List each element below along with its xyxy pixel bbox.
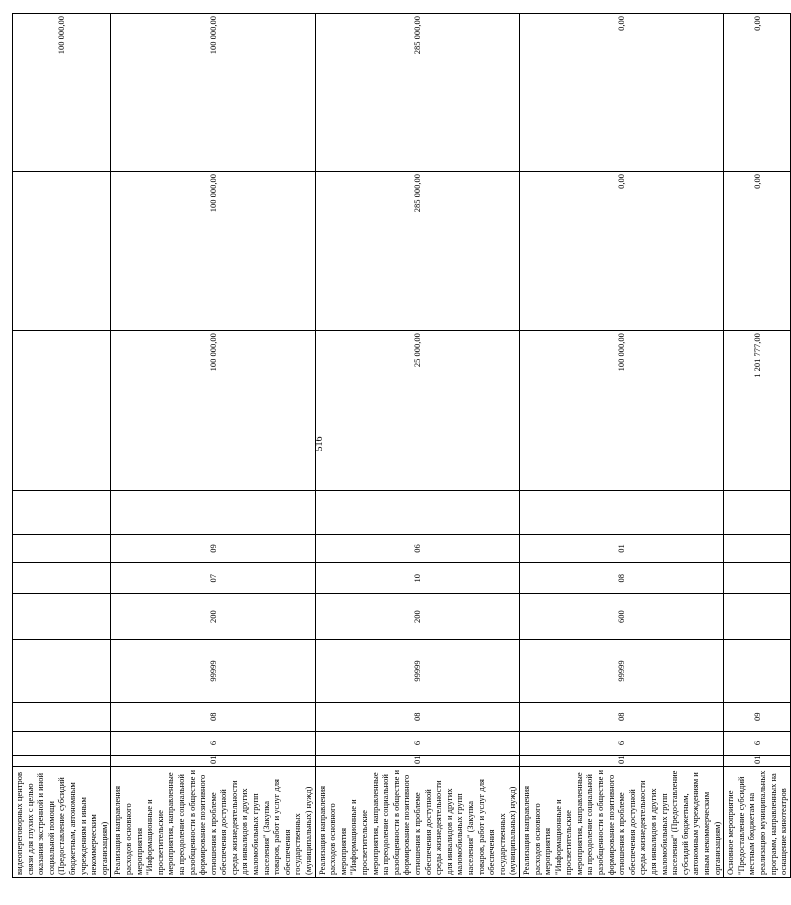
code-expense-type [724,594,791,640]
code-subsection: 06 [315,534,519,563]
code-program: 01 [724,755,791,766]
amount-year-1: 25 000,00 [315,331,519,491]
code-subsection [724,534,791,563]
amount-year-1: 100 000,00 [519,331,723,491]
amount-year-2: 100 000,00 [111,172,315,331]
table-row [724,14,791,878]
code-direction: 99999 [315,640,519,703]
row-name: Основное мероприятие "Предоставление субсидий местным бюджетам на реализацию муниципальных программ, направленных на оснащение кинотеатров [724,767,791,878]
amount-year-3: 285 000,00 [315,14,519,172]
code-extra [519,491,723,534]
code-direction: 99999 [519,640,723,703]
code-expense-type: 600 [519,594,723,640]
row-name: видеопереговорных центров связи для глухих с целью оказания экстренной и иной социальной помощи (Предоставление субсидий бюджетным, автономным учреждениям и иным некоммерческим организациям) [13,767,111,878]
code-expense-type: 200 [315,594,519,640]
code-subsection [13,534,111,563]
amount-year-1: 100 000,00 [111,331,315,491]
code-program: 01 [315,755,519,766]
row-name: Реализация направления расходов основного мероприятия "Информационные и просветительские мероприятия, направленные на преодоление социальной разобщенности в обществе и формирование позитивного отношения к проблеме обеспечения доступной среды жизнедеятельности для инвалидов и других маломобильных групп населения" (Предоставление субсидий бюджетным, автономным учреждениям и иным некоммерческим организациям) [519,767,723,878]
code-event: 08 [519,702,723,731]
code-section: 10 [315,563,519,594]
budget-table [12,13,791,878]
table-row [13,14,111,878]
code-program: 01 [519,755,723,766]
code-subprogram: 6 [519,731,723,755]
amount-year-2: 0,00 [724,172,791,331]
amount-year-1: 1 201 777,00 [724,331,791,491]
amount-year-2 [13,172,111,331]
code-extra [111,491,315,534]
table-row [315,14,519,878]
amount-year-2: 0,00 [519,172,723,331]
amount-year-3: 0,00 [724,14,791,172]
amount-year-3: 0,00 [519,14,723,172]
code-program [13,755,111,766]
code-event: 08 [315,702,519,731]
amount-year-1 [13,331,111,491]
code-extra [315,491,519,534]
code-section: 08 [519,563,723,594]
amount-year-2: 285 000,00 [315,172,519,331]
code-expense-type [13,594,111,640]
code-direction: 99999 [111,640,315,703]
code-expense-type: 200 [111,594,315,640]
code-subsection: 09 [111,534,315,563]
rotated-page-content [12,13,789,878]
code-section: 07 [111,563,315,594]
code-direction [13,640,111,703]
code-event: 09 [724,702,791,731]
table-row [111,14,315,878]
code-program: 01 [111,755,315,766]
amount-year-3: 100 000,00 [13,14,111,172]
code-subprogram [13,731,111,755]
code-extra [724,491,791,534]
code-event: 08 [111,702,315,731]
code-direction [724,640,791,703]
code-section [724,563,791,594]
page-number: 516 [314,436,325,452]
code-extra [13,491,111,534]
code-section [13,563,111,594]
code-subprogram: 6 [315,731,519,755]
amount-year-3: 100 000,00 [111,14,315,172]
code-subsection: 01 [519,534,723,563]
code-subprogram: 6 [724,731,791,755]
table-row [519,14,723,878]
row-name: Реализация направления расходов основного мероприятия "Информационные и просветительские мероприятия, направленные на преодоление социальной разобщенности в обществе и формирование позитивного отношения к проблеме обеспечения доступной среды жизнедеятельности для инвалидов и других маломобильных групп населения" (Закупка товаров, работ и услуг для обеспечения государственных (муниципальных) нужд) [315,767,519,878]
code-event [13,702,111,731]
code-subprogram: 6 [111,731,315,755]
row-name: Реализация направления расходов основного мероприятия "Информационные и просветительские мероприятия, направленные на преодоление социальной разобщенности в обществе и формирование позитивного отношения к проблеме обеспечения доступной среды жизнедеятельности для инвалидов и других маломобильных групп населения" (Закупка товаров, работ и услуг для обеспечения государственных (муниципальных) нужд) [111,767,315,878]
